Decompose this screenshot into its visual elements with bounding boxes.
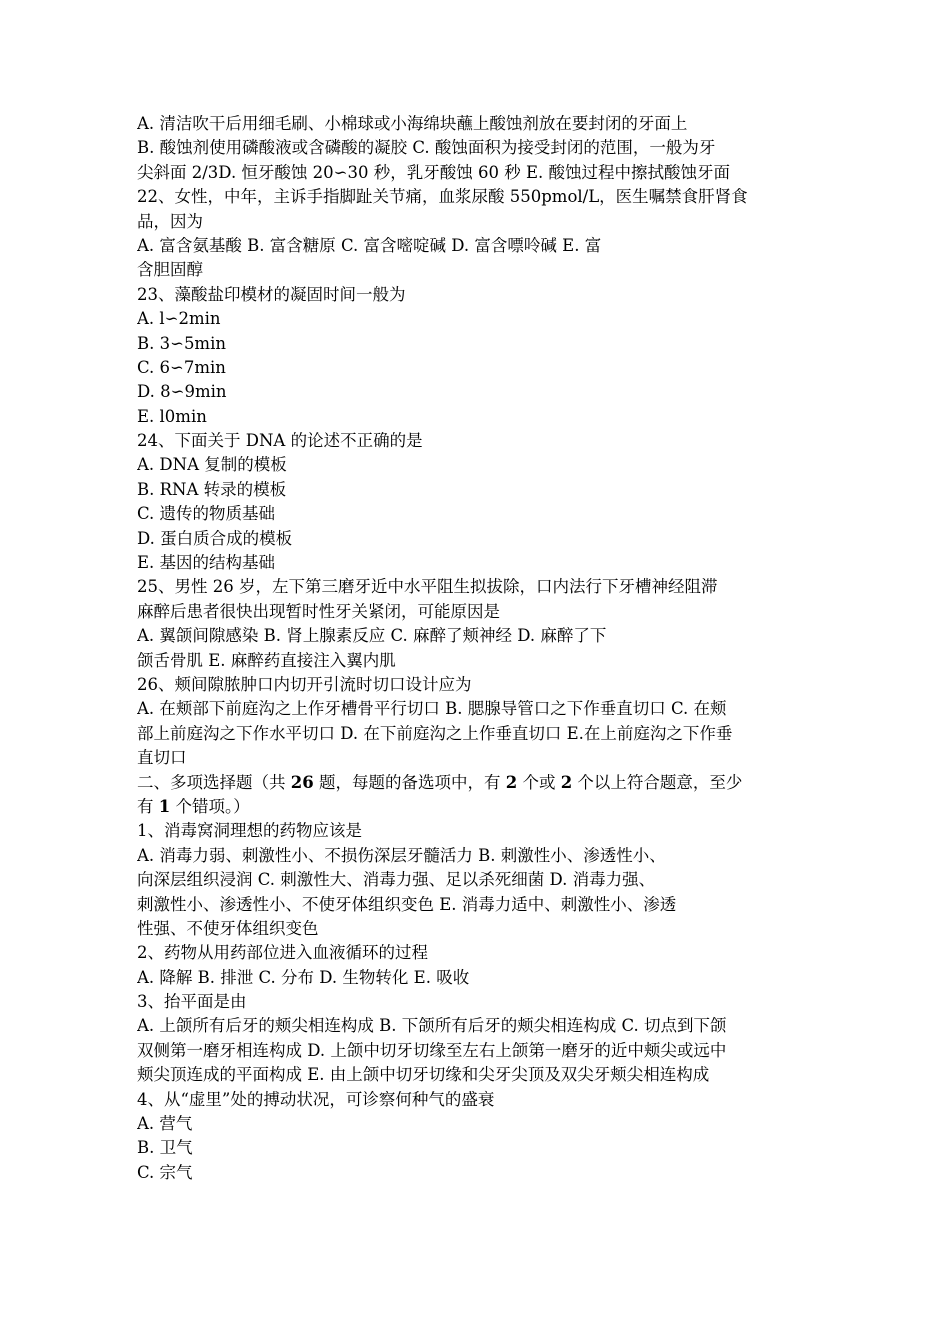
text-line: 刺激性小、渗透性小、不使牙体组织变色 E. 消毒力适中、刺激性小、渗透 [137,894,677,914]
text-line: A. 富含氨基酸 B. 富含糖原 C. 富含嘧啶碱 D. 富含嘌呤碱 E. 富 [137,235,602,255]
section-heading-text: 二、多项选择题（共 [137,772,291,792]
text-line: 尖斜面 2/3D. 恒牙酸蚀 20∽30 秒，乳牙酸蚀 60 秒 E. 酸蚀过程中擦拭酸蚀牙面 [137,162,731,182]
option-line: A. DNA 复制的模板 [137,455,287,475]
option-line: A. l∽2min [137,309,221,329]
option-line: C. 遗传的物质基础 [137,504,276,524]
text-line: 麻醉后患者很快出现暂时性牙关紧闭，可能原因是 [137,601,500,621]
section-heading-text: 题，每题的备选项中，有 [313,772,506,792]
section-heading-text: 个或 [517,772,561,792]
text-line: 向深层组织浸润 C. 刺激性大、消毒力强、足以杀死细菌 D. 消毒力强、 [137,870,656,890]
text-line: A. 清洁吹干后用细毛刷、小棉球或小海绵块蘸上酸蚀剂放在要封闭的牙面上 [137,114,688,133]
text-line: 性强、不使牙体组织变色 [137,918,319,938]
question-26: 26、颊间隙脓肿口内切开引流时切口设计应为 [137,674,472,694]
option-line: B. RNA 转录的模板 [137,479,287,499]
text-line: A. 在颊部下前庭沟之上作牙槽骨平行切口 B. 腮腺导管口之下作垂直切口 C. 在颊 [137,699,727,719]
question-3: 3、抬平面是由 [137,992,247,1012]
text-line: A. 消毒力弱、刺激性小、不损伤深层牙髓活力 B. 刺激性小、渗透性小、 [137,845,666,865]
text-line: 直切口 [137,748,187,768]
option-line: C. 宗气 [137,1162,193,1182]
text-line: 颌舌骨肌 E. 麻醉药直接注入翼内肌 [137,650,396,670]
option-line: B. 卫气 [137,1138,193,1158]
question-2: 2、药物从用药部位进入血液循环的过程 [137,943,428,963]
question-1: 1、消毒窝洞理想的药物应该是 [137,821,362,841]
text-line: 含胆固醇 [137,260,203,280]
option-line: D. 蛋白质合成的模板 [137,528,293,548]
option-line: E. l0min [137,406,207,426]
section-heading-text: 个以上符合题意，至少 [572,772,743,792]
option-line: D. 8∽9min [137,382,227,402]
text-line: 颊尖顶连成的平面构成 E. 由上颌中切牙切缘和尖牙尖顶及双尖牙颊尖相连构成 [137,1065,710,1085]
text-line: A. 翼颌间隙感染 B. 肾上腺素反应 C. 麻醉了颊神经 D. 麻醉了下 [137,626,607,646]
section-number: 2 [505,772,518,792]
text-line: 品，因为 [137,211,203,231]
question-25: 25、男性 26 岁，左下第三磨牙近中水平阻生拟拔除，口内法行下牙槽神经阻滞 [137,577,718,597]
option-line: A. 营气 [137,1114,193,1134]
text-line: 部上前庭沟之下作水平切口 D. 在下前庭沟之上作垂直切口 E.在上前庭沟之下作垂 [137,723,733,743]
section-count: 26 [290,772,314,792]
section-number: 2 [560,772,573,792]
option-line: C. 6∽7min [137,357,226,377]
question-24: 24、下面关于 DNA 的论述不正确的是 [137,431,423,451]
section-heading-text: 有 [137,796,159,816]
option-line: E. 基因的结构基础 [137,553,276,573]
section-heading-text: 个错项。） [170,796,250,816]
text-line: B. 酸蚀剂使用磷酸液或含磷酸的凝胶 C. 酸蚀面积为接受封闭的范围，一般为牙 [137,138,716,158]
question-4: 4、从“虚里”处的搏动状况，可诊察何种气的盛衰 [137,1089,495,1109]
section-heading-cont [137,795,816,819]
question-22: 22、女性，中年，主诉手指脚趾关节痛，血浆尿酸 550pmol/L，医生嘱禁食肝肾食 [137,187,748,207]
section-number: 1 [158,796,171,816]
question-23: 23、藻酸盐印模材的凝固时间一般为 [137,284,406,304]
section-heading [137,771,816,795]
text-line: 双侧第一磨牙相连构成 D. 上颌中切牙切缘至左右上颌第一磨牙的近中颊尖或远中 [137,1040,727,1060]
text-line: A. 上颌所有后牙的颊尖相连构成 B. 下颌所有后牙的颊尖相连构成 C. 切点到下颌 [137,1016,727,1036]
option-line: B. 3∽5min [137,333,226,353]
text-line: A. 降解 B. 排泄 C. 分布 D. 生物转化 E. 吸收 [137,967,470,987]
